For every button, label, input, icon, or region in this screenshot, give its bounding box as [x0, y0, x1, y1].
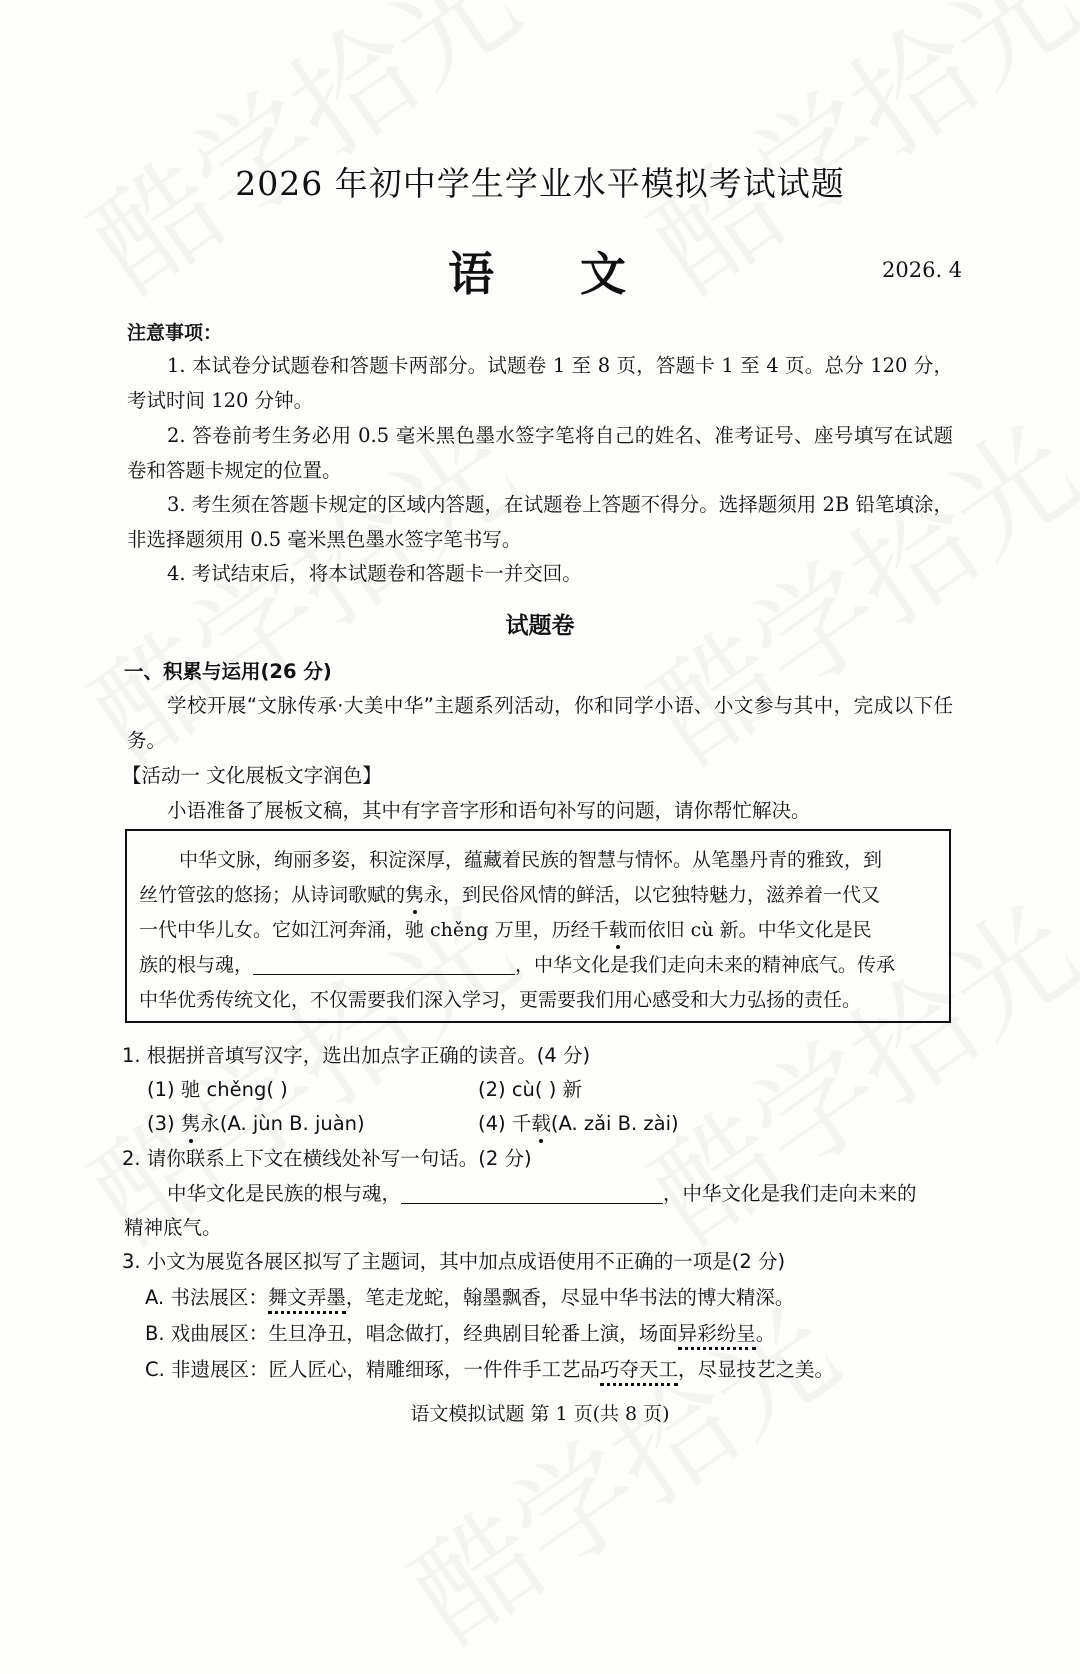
q2-text: ，中华文化是我们走向未来的: [663, 1182, 917, 1205]
section-title: 试题卷: [505, 613, 575, 639]
question-3-stem: 3. 小文为展览各展区拟写了主题词，其中加点成语使用不正确的一项是(2 分): [122, 1250, 786, 1273]
part-heading: 一、积累与运用(26 分): [124, 660, 332, 683]
passage-line: [139, 913, 939, 948]
activity-intro: 小语准备了展板文稿，其中有字音字形和语句补写的问题，请你帮忙解决。: [167, 799, 811, 822]
passage-text: 永，到民俗风情的鲜活，以它独特魅力，滋养着一代又: [424, 884, 881, 906]
q1-text: (3): [147, 1112, 181, 1135]
answer-blank[interactable]: [401, 1184, 663, 1205]
q3-text: ，尽显技艺之美。: [678, 1358, 835, 1381]
q2-line-1: [167, 1178, 917, 1206]
answer-blank[interactable]: [253, 955, 515, 975]
idiom-text: 异彩纷呈: [678, 1322, 756, 1350]
q1-item-3: [147, 1108, 365, 1136]
passage-text: 族的根与魂，: [139, 954, 254, 976]
notice-item-1: 1. 本试卷分试题卷和答题卡两部分。试题卷 1 至 8 页，答题卡 1 至 4 页。总分 120 分，考试时间 120 分钟。: [127, 354, 953, 412]
passage-text: 而依旧 cù 新。中华文化是民: [627, 919, 872, 941]
notice-item-2: 2. 答卷前考生务必用 0.5 毫米黑色墨水签字笔将自己的姓名、准考证号、座号填写在试题卷和答题卡规定的位置。: [127, 424, 953, 482]
page-footer: 语文模拟试题 第 1 页(共 8 页): [410, 1403, 670, 1425]
passage-box: [125, 829, 951, 1023]
notice-item-4: 4. 考试结束后，将本试题卷和答题卡一并交回。: [167, 562, 582, 585]
question-1-stem: 1. 根据拼音填写汉字，选出加点字正确的读音。(4 分): [122, 1044, 591, 1067]
q3-text: C. 非遗展区：匠人匠心，精雕细琢，一件件手工艺品: [145, 1358, 601, 1381]
q1-text: (A. zǎi B. zài): [550, 1112, 679, 1135]
q3-text: ，笔走龙蛇，翰墨飘香，尽显中华书法的博大精深。: [345, 1286, 795, 1309]
q1-item-4: [478, 1108, 679, 1136]
passage-line: 中华文脉，绚丽多姿，积淀深厚，蕴藏着民族的智慧与情怀。从笔墨丹青的雅致，到: [179, 849, 883, 871]
idiom-text: 舞文弄墨: [268, 1286, 346, 1314]
q1-text: 永(A. jùn B. juàn): [200, 1112, 365, 1135]
exam-date: 2026. 4: [882, 258, 963, 282]
dotted-char: 载: [531, 1112, 551, 1135]
notice-heading: 注意事项：: [127, 322, 223, 344]
passage-line: [139, 948, 939, 983]
passage-line: 中华优秀传统文化，不仅需要我们深入学习，更需要我们用心感受和大力弘扬的责任。: [139, 989, 862, 1011]
passage-text: 丝竹管弦的悠扬；从诗词歌赋的: [139, 884, 406, 906]
q1-text: (4) 千: [478, 1112, 532, 1135]
q2-line-2: 精神底气。: [124, 1216, 222, 1239]
question-2-stem: 2. 请你联系上下文在横线处补写一句话。(2 分): [122, 1147, 532, 1170]
q3-option-c: [145, 1354, 834, 1382]
q2-text: 中华文化是民族的根与魂，: [167, 1182, 402, 1205]
idiom-text: 巧夺天工: [600, 1358, 678, 1386]
q3-text: B. 戏曲展区：生旦净丑，唱念做打，经典剧目轮番上演，场面: [145, 1322, 678, 1345]
exam-title: 2026 年初中学生学业水平模拟考试试题: [235, 164, 845, 203]
passage-line: [139, 878, 939, 913]
part-intro: 学校开展“文脉传承·大美中华”主题系列活动，你和同学小语、小文参与其中，完成以下任务。: [127, 694, 953, 752]
dotted-idiom: [268, 1286, 346, 1314]
subject-title: 语文: [448, 247, 712, 301]
dotted-char: 隽: [405, 884, 425, 906]
q1-item-2: (2) cù( ) 新: [478, 1078, 583, 1101]
dotted-char: 隽: [180, 1112, 201, 1135]
notice-item-3: 3. 考生须在答题卡规定的区域内答题，在试题卷上答题不得分。选择题须用 2B 铅笔填涂，非选择题须用 0.5 毫米黑色墨水签字笔书写。: [127, 493, 953, 551]
q3-text: A. 书法展区：: [145, 1286, 268, 1309]
passage-text: ，中华文化是我们走向未来的精神底气。传承: [515, 954, 896, 976]
activity-heading: 【活动一 文化展板文字润色】: [122, 764, 382, 787]
q3-option-b: [145, 1318, 775, 1346]
q1-item-1: (1) 驰 chěng( ): [147, 1078, 288, 1101]
q3-option-a: [145, 1282, 794, 1310]
q3-text: 。: [755, 1322, 776, 1345]
dotted-char: 载: [608, 919, 628, 941]
passage-text: 一代中华儿女。它如江河奔涌，驰 chěng 万里，历经千: [139, 919, 609, 941]
